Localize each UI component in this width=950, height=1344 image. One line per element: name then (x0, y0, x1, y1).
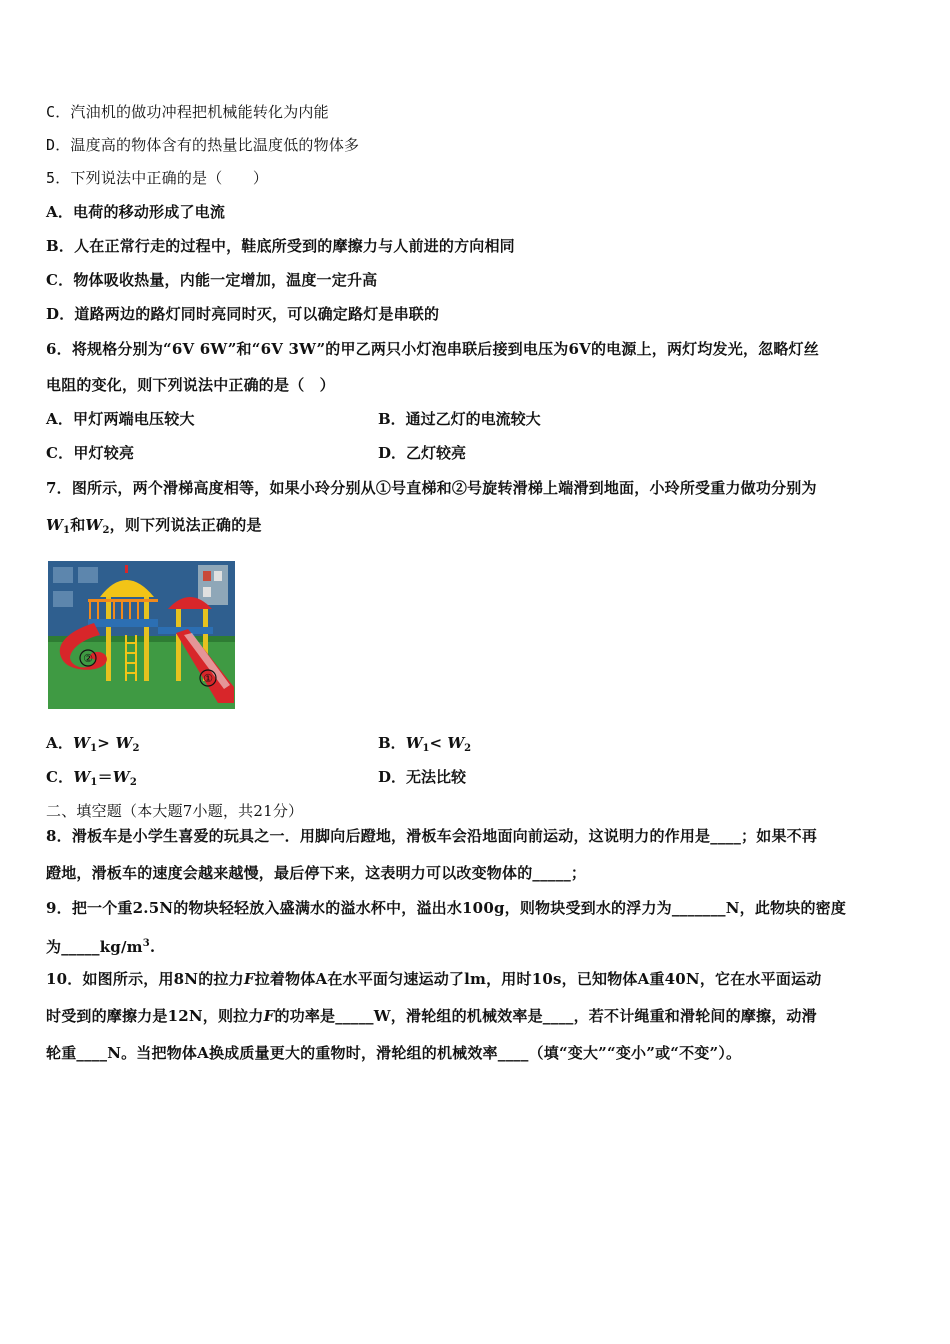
q10-line2-start: 时受到的摩擦力是12N，则拉力 (46, 1007, 264, 1025)
stem-tail: ，则下列说法正确的是 (109, 516, 262, 534)
q7-option-b (378, 733, 471, 759)
w-symbol: W (85, 516, 103, 534)
superscript-3: 3 (142, 938, 150, 949)
subscript-2: 2 (129, 777, 137, 788)
q9-line2-end: . (149, 938, 156, 956)
subscript-1: 1 (422, 743, 430, 754)
q6-stem-line1: 6．将规格分别为“6V 6W”和“6V 3W”的甲乙两只小灯泡串联后接到电压为6V的电源上，两灯均发光，忽略灯丝 (46, 340, 819, 358)
q4-option-d: D．温度高的物体含有的热量比温度低的物体多 (46, 136, 360, 154)
w-symbol: W (73, 734, 91, 752)
q6-stem-line2: 电阻的变化，则下列说法中正确的是（ ） (46, 376, 335, 394)
subscript-1: 1 (90, 777, 98, 788)
q6-option-d: D．乙灯较亮 (378, 444, 467, 462)
q6-option-c: C．甲灯较亮 (46, 444, 135, 462)
subscript-2: 2 (102, 525, 110, 536)
q8-line2: 蹬地，滑板车的速度会越来越慢，最后停下来，这表明力可以改变物体的_____； (46, 864, 587, 882)
q5-stem: 5．下列说法中正确的是（ ） (46, 169, 269, 187)
option-label: A． (46, 734, 74, 752)
q4-option-c: C．汽油机的做功冲程把机械能转化为内能 (46, 103, 329, 121)
subscript-2: 2 (132, 743, 140, 754)
subscript-2: 2 (464, 743, 472, 754)
q6-option-a: A．甲灯两端电压较大 (46, 410, 195, 428)
w-symbol: W (73, 768, 91, 786)
q7-stem-line1: 7．图所示，两个滑梯高度相等，如果小玲分别从①号直梯和②号旋转滑梯上端滑到地面，小玲所受重力做功分别为 (46, 479, 817, 497)
greater-than-sign: > (97, 734, 116, 752)
w-symbol: W (447, 734, 465, 752)
q5-option-a: A．电荷的移动形成了电流 (46, 203, 226, 221)
q9-line2-text: 为_____kg/m (46, 938, 143, 956)
and-word: 和 (70, 516, 86, 534)
q7-option-a (46, 733, 140, 759)
q8-line1: 8．滑板车是小学生喜爱的玩具之一．用脚向后蹬地，滑板车会沿地面向前运动，这说明力的作用是____；如果不再 (46, 827, 818, 845)
q10-line2 (46, 1006, 817, 1026)
q10-line1-start: 10．如图所示，用8N的拉力 (46, 970, 244, 988)
f-symbol: F (263, 1007, 275, 1025)
option-label: C． (46, 768, 74, 786)
subscript-1: 1 (90, 743, 98, 754)
q6-option-b: B．通过乙灯的电流较大 (378, 410, 541, 428)
q10-line1 (46, 969, 821, 989)
q9-line1: 9．把一个重2.5N的物块轻轻放入盛满水的溢水杯中，溢出水100g，则物块受到水的浮力为_______N，此物块的密度 (46, 899, 847, 917)
section-heading: 二、填空题（本大题7小题，共21分） (46, 802, 304, 820)
slide-2-marker: ② (83, 652, 93, 665)
w-symbol: W (112, 768, 130, 786)
q5-option-d: D．道路两边的路灯同时亮同时灭，可以确定路灯是串联的 (46, 305, 440, 323)
w-symbol: W (46, 516, 64, 534)
q7-stem-line2 (46, 515, 262, 541)
option-label: B． (378, 734, 406, 752)
q9-line2 (46, 934, 155, 957)
q5-option-c: C．物体吸收热量，内能一定增加，温度一定升高 (46, 271, 378, 289)
playground-slide-photo (48, 561, 235, 709)
w-symbol: W (115, 734, 133, 752)
q7-option-c (46, 767, 137, 793)
q10-line3: 轮重____N。当把物体A换成质量更大的重物时，滑轮组的机械效率____（填“变大”“变小”或“不变”）。 (46, 1044, 742, 1062)
q5-option-b: B．人在正常行走的过程中，鞋底所受到的摩擦力与人前进的方向相同 (46, 237, 515, 255)
slide-1-marker: ① (203, 672, 213, 685)
f-symbol: F (243, 970, 255, 988)
w-symbol: W (405, 734, 423, 752)
q7-option-d: D．无法比较 (378, 768, 467, 786)
q10-line1-end: 拉着物体A在水平面匀速运动了lm，用时10s，已知物体A重40N，它在水平面运动 (254, 970, 822, 988)
subscript-1: 1 (63, 525, 71, 536)
less-than-sign: < (429, 734, 448, 752)
q10-line2-end: 的功率是_____W，滑轮组的机械效率是____，若不计绳重和滑轮间的摩擦，动滑 (274, 1007, 817, 1025)
equals-sign: ＝ (97, 768, 113, 786)
